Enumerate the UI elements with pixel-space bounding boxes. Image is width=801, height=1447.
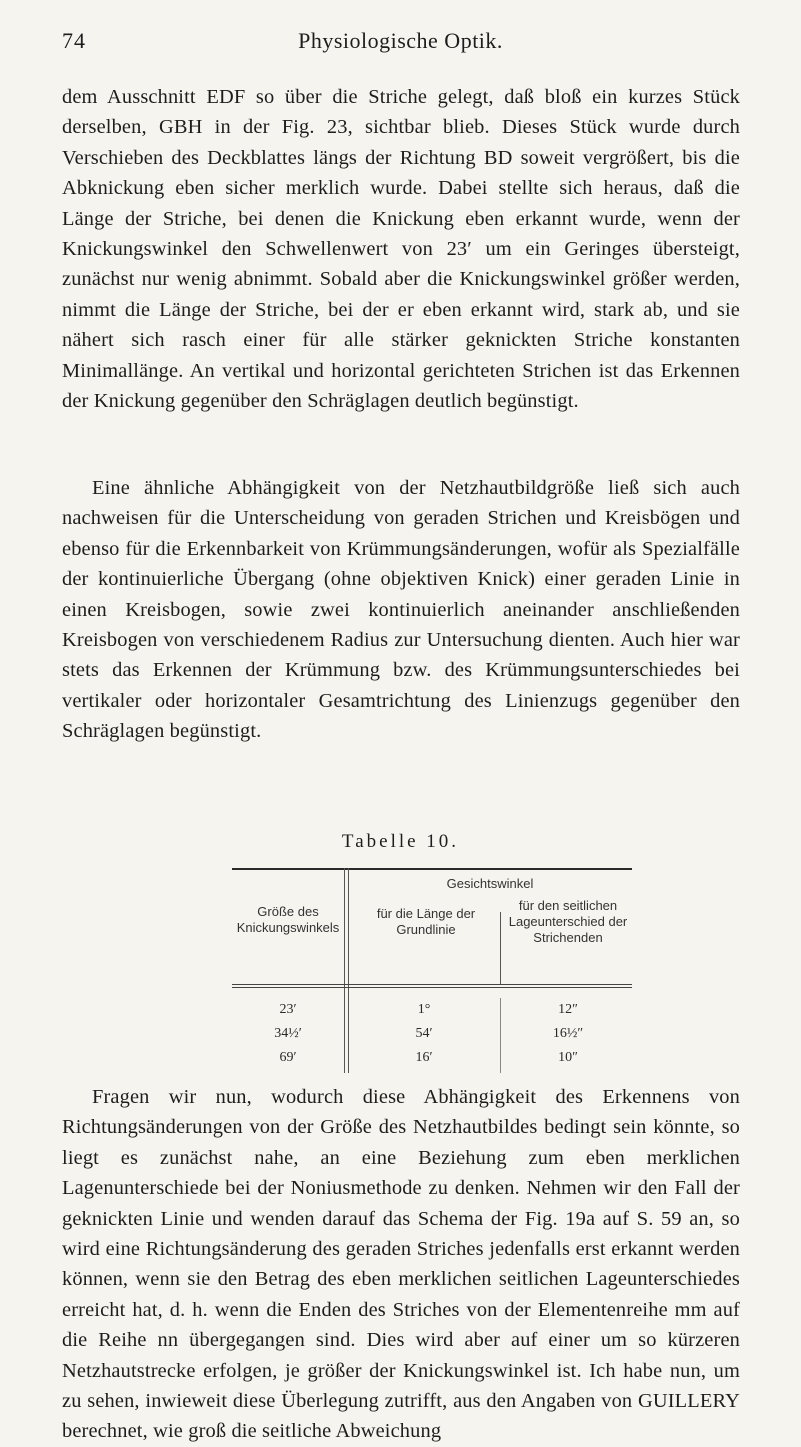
cell-r2-offset: 16½″ (552, 1026, 584, 1041)
table-divider-mid-header (500, 912, 501, 985)
cell-r1-offset: 12″ (558, 1002, 578, 1017)
cell-r2-length: 54′ (415, 1026, 433, 1041)
cell-r3-offset: 10″ (558, 1050, 578, 1065)
table-header-rule-b (232, 987, 632, 988)
paragraph-3: Fragen wir nun, wodurch diese Abhängigkeit des Erkennens von Richtungsänderungen von der Größe des Netzhautbildes bedingt sein könnte, so liegt es zunächst nahe, an eine Beziehung zum eben merklichen Lagenunterschiede bei der Noniusmethode zu denken. Nehmen wir den Fall der geknickten Linie und wenden darauf das Schema der Fig. 19a auf S. 59 an, so wird eine Richtungsänderung des geraden Striches jedenfalls erst erkannt werden können, wenn sie den Betrag des eben merklichen seitlichen Lageunterschiedes erreicht hat, d. h. wenn die Enden des Striches von der Elementenreihe mm auf die Reihe nn übergegangen sind. Dies wird aber auf einer um so kürzeren Netzhautstrecke erfolgen, je größer der Knickungswinkel ist. Ich habe nun, um zu sehen, inwieweit diese Überlegung zutrifft, aus den Angaben von GUILLERY berechnet, wie groß die seitliche Abweichung (62, 1086, 740, 1443)
header-offset: für den seitlichen Lageunterschied der Strichenden (508, 898, 628, 945)
cell-r2-angle: 34½′ (274, 1026, 302, 1041)
running-title: Physiologische Optik. (298, 28, 503, 53)
paragraph-2: Eine ähnliche Abhängigkeit von der Netzhautbildgröße ließ sich auch nachweisen für die Unterscheidung von geraden Strichen und Kreisbögen und ebenso für die Erkennbarkeit von Krümmungsänderungen, wofür als Spezialfälle der kontinuierliche Übergang (ohne objektiven Knick) einer geraden Linie in einen Kreisbogen, sowie zwei kontinuierlich aneinander anschließenden Kreisbogen von verschiedenem Radius zur Untersuchung dienten. Auch hier war stets das Erkennen der Krümmung bzw. des Krümmungsunterschiedes bei vertikaler oder horizontaler Gesamtrichtung des Linienzugs gegenüber den Schräglagen begünstigt. (62, 477, 740, 743)
header-group: Gesichtswinkel (446, 876, 534, 891)
table-divider-mid-body (500, 998, 501, 1073)
header-angle: Größe des Knickungswinkels (236, 904, 340, 935)
header-length: für die Länge der Grundlinie (376, 906, 476, 937)
cell-r3-angle: 69′ (279, 1050, 297, 1065)
cell-r3-length: 16′ (415, 1050, 433, 1065)
cell-r1-length: 1° (417, 1002, 431, 1017)
paragraph-1: dem Ausschnitt EDF so über die Striche gelegt, daß bloß ein kurzes Stück derselben, GBH in der Fig. 23, sichtbar blieb. Dieses Stück wurde durch Verschieben des Deckblattes längs der Richtung BD soweit vergrößert, bis die Abknickung eben sicher merklich wurde. Dabei stellte sich heraus, daß die Länge der Striche, bei denen die Knickung eben erkannt wurde, wenn der Knickungswinkel den Schwellenwert von 23′ um ein Geringes übersteigt, zunächst nur wenig abnimmt. Sobald aber die Knickungswinkel größer werden, nimmt die Länge der Striche, bei der er eben erkannt wird, stark ab, und sie nähert sich rasch einer für alle stärker geknickten Striche konstanten Minimallänge. An vertikal und horizontal gerichteten Strichen ist das Erkennen der Knickung gegenüber den Schräglagen deutlich begünstigt. (62, 86, 740, 413)
table-header-rule-a (232, 984, 632, 985)
cell-r1-angle: 23′ (279, 1002, 297, 1017)
data-table (232, 868, 632, 1073)
table-caption: Tabelle 10. (341, 831, 460, 852)
page-number: 74 (62, 28, 86, 53)
page-header (58, 22, 743, 60)
table-top-rule (232, 868, 632, 870)
